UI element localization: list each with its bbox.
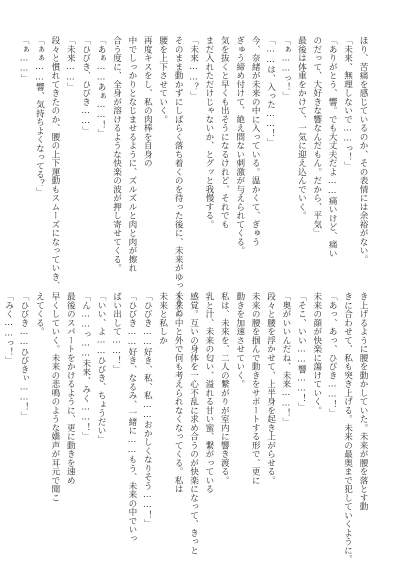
text-line: 「ひびき、ひびき……」 [80, 36, 91, 136]
text-line: 私は、未来を、二人の繋がりが室内に響き渡る。 [219, 292, 230, 485]
text-line: 「ひびき……好き、なるみ、一緒に……もう、未来の中でいっ [126, 292, 137, 543]
text-line: 動きを加速させていく。 [234, 292, 245, 389]
text-line: 最後のスパートをかけるように、更に動きを速め [65, 292, 76, 485]
text-line: 「未来……」 [65, 36, 76, 92]
text-line: 未来の中と外で何も考えられなくなってくる。私は [173, 292, 184, 494]
text-line: 「あぁ……あぁ……！」 [96, 36, 107, 138]
text-line: ぱい出して……！」 [111, 292, 122, 374]
text-line: そのまま動かずにしばらく落ち着くのを待った後に、未来がゆっくりと [173, 36, 184, 316]
text-line: き上げるように腰を動かしていた。未来が腰を落とす動 [358, 292, 368, 511]
text-line: 再度キスをし、私の肉棒を自身の [142, 36, 153, 168]
text-line: 乳と汁、未来の匂い、溢れる甘い蜜、繋がっている [203, 292, 214, 494]
text-line: 「あっ、あっ、ひびき……！」 [327, 292, 338, 418]
text-line: 今、奈緒が未来の中に入っている。温かくて、ぎゅう [250, 36, 261, 246]
text-line: きに合わせて、私も突き上げる。未来の最奥まで犯していくように。 [342, 292, 353, 564]
text-line: 「未来、無理しないで……っ！」 [342, 36, 353, 171]
text-line: 「みく……っ！」 [3, 292, 14, 365]
text-line: 未来と私しか [157, 292, 168, 345]
text-line: 感覚。互いの身体を一心不乱に求め合うのが快楽になって、きっと [188, 292, 199, 555]
text-line: 早くしていく。未来の悲鳴のような嬌声が耳元で聞こ [49, 292, 60, 502]
text-line: 腰を上下させていく。 [157, 36, 168, 124]
text-line: 「ありがとう、響。でも大丈夫だよ……痛いけど、痛い [327, 36, 338, 258]
text-line: 「いい、よ……ひびき、ちょうだい」 [96, 292, 107, 444]
text-line: 段々と慣れてきたのか、腰の上下運動もスムーズになっていき、 [49, 36, 60, 290]
text-line: 「未来……？」 [188, 36, 199, 101]
text-line: ぎゅう締め付けて、絶え間ない刺激が与えられてくる。 [234, 36, 245, 255]
text-line: 中でしっかりとなじませるように、ズルズルと肉と肉が擦れ [126, 36, 137, 273]
text-line: 未来の腰を掴んで動きをサポートする形で、更に [250, 292, 261, 485]
text-line: 「そこ、いい……響……！」 [296, 292, 307, 412]
text-line: ほり、苦痛を感じているのか、その表情には余裕がない。 [358, 36, 368, 264]
text-block-lower [3, 292, 370, 564]
text-line: 「ぁ……」 [19, 36, 30, 83]
text-line: のだって、大好きな響なんだもん。だから、平気」 [311, 36, 322, 238]
text-line: 最後は体重をかけて、一気に迎え込んでいく。 [296, 36, 307, 220]
text-line: 合う度に、全身が溶けるような快楽の波が押し寄せてくる。 [111, 36, 122, 273]
text-line: 「ひびき……好き、私、私……おかしくなりそう……！」 [142, 292, 153, 528]
text-line: まだ入れただけじゃないか、とグッと我慢する。 [203, 36, 214, 229]
text-line: 段々と腰を浮かせて、上半身を起き上がらせる。 [265, 292, 276, 485]
text-line: 「ぁ……っ！」 [280, 36, 291, 101]
text-line: えてくる。 [34, 292, 45, 336]
text-line: 「……は、入った……！」 [265, 36, 276, 147]
text-line: 「奥がいいんだね、未来……！」 [280, 292, 291, 427]
text-line: 気を抜くと早くも出そうになるけれど、それでも [219, 36, 230, 229]
text-line: 「ぁぁ……響、気持ちよくなってる？」 [34, 36, 45, 197]
text-line: 未来の顔が快楽に蕩けていく。 [311, 292, 322, 415]
text-line: 「ひびき……ひびきぃ……！」 [19, 292, 30, 421]
text-line: 「ん……っ……未来、みく……！」 [80, 292, 91, 441]
